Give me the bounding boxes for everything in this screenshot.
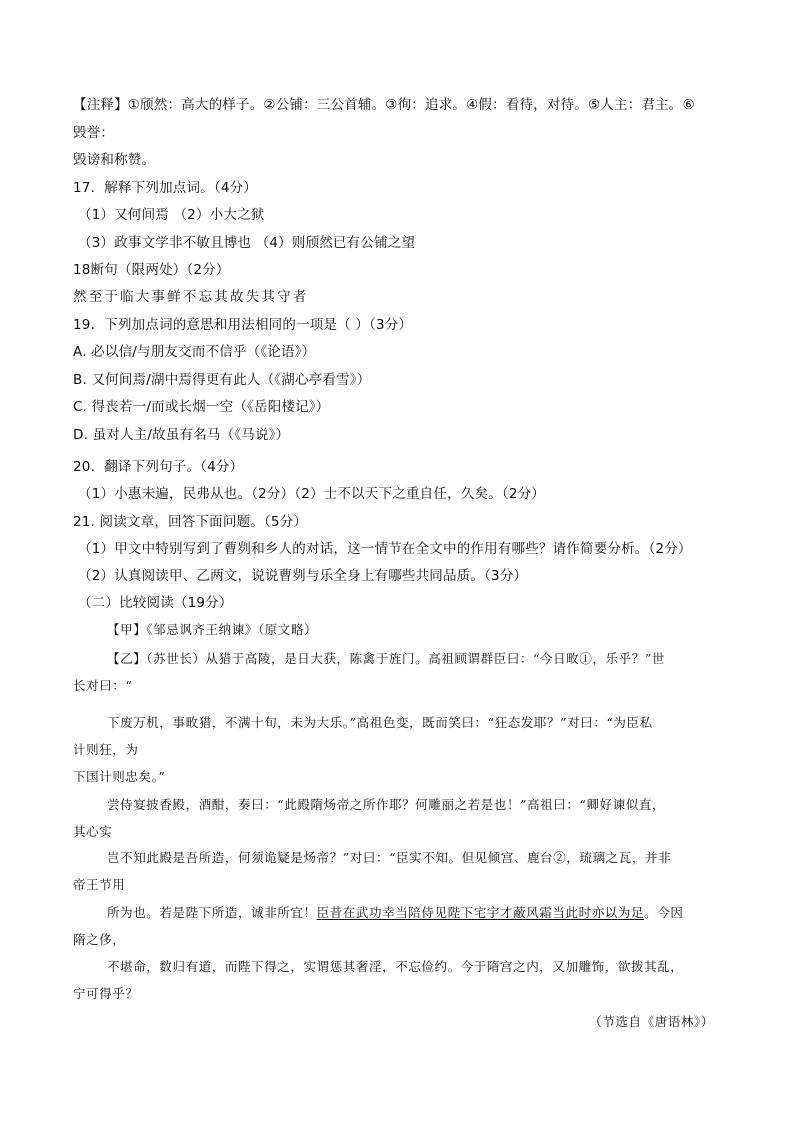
passage-text: 所为也。若是陛下所造，诚非所宜！ — [107, 905, 317, 920]
notes-line-3: 毁谤和称赞。 — [73, 152, 156, 168]
q21-title: 21. 阅读文章，回答下面问题。（5分） — [73, 514, 308, 530]
passage-yi-line: 计则狂，为 — [73, 742, 139, 757]
passage-yi-line: 隋之侈， — [73, 932, 126, 947]
q17-title: 17．解释下列加点词。（4分） — [73, 180, 258, 196]
passage-yi-line: 帝王节用 — [73, 877, 126, 892]
passage-yi-line: 长对曰：“ — [73, 678, 133, 693]
source-citation: （节选自《唐语林》） — [589, 1014, 714, 1029]
passage-yi-line: 尝侍宴披香殿，酒酣，奏曰：“此殿隋炀帝之所作耶？何雕丽之若是也！”高祖曰：“卿好谏似直， — [107, 797, 666, 812]
passage-yi-line: 下废万机，事畋猎，不满十旬，未为大乐。”高祖色变，既而笑曰：“狂态发耶？”对曰：“为臣私 — [107, 715, 653, 730]
passage-yi-line: 不堪命，数归有道，而陛下得之，实谓惩其奢淫，不忘俭约。今于隋宫之内，又加雕饰，欲拨其乱， — [107, 959, 684, 974]
passage-jia-title: 【甲】《邹忌讽齐王纳谏》（原文略） — [107, 622, 318, 637]
q17-row-2: （3）政事文学非不敏且博也 （4）则颀然已有公铺之望 — [78, 235, 416, 251]
q18-title: 18断句（限两处）（2分） — [73, 262, 230, 278]
underlined-sentence: 臣昔在武功幸当陪侍见陛下宅宇才蔽风霜当此时亦以为足 — [316, 905, 645, 920]
section2-title: （二）比较阅读（19分） — [78, 595, 233, 611]
q17-row-1: （1）又何间焉 （2）小大之狱 — [78, 207, 265, 223]
passage-yi-line: 宁可得乎？ — [73, 986, 139, 1001]
passage-yi-line: 【乙】（苏世长）从猎于高陵，是日大获，陈禽于旌门。高祖顾谓群臣曰：“今日畋①，乐乎？”世 — [107, 651, 665, 666]
q20-row-1: （1）小惠未遍，民弗从也。（2分）（2）士不以天下之重自任，久矣。（2分） — [78, 486, 546, 502]
q19-option-d: D. 虽对人主/故虽有名马（《马说》） — [73, 427, 290, 443]
passage-yi-line: 岂不知此殿是吾所造，何须诡疑是炀帝？”对曰：“臣实不知。但见倾宫、鹿台②，琉璃之瓦，并非 — [107, 850, 672, 865]
passage-yi-line-underlined — [107, 904, 683, 922]
q18-sentence: 然至于临大事鲜不忘其故失其守者 — [73, 289, 309, 305]
passage-text: 。今因 — [644, 905, 684, 920]
notes-line-2: 毁誉： — [73, 125, 115, 141]
q19-option-c: C. 得丧若一/而或长烟一空（《岳阳楼记》） — [73, 399, 330, 415]
passage-yi-line: 下国计则忠矣。” — [73, 769, 166, 784]
q21-row-1: （1）甲文中特别写到了曹刿和乡人的对话，这一情节在全文中的作用有哪些？请作简要分析。（2分） — [78, 541, 692, 557]
passage-yi-line: 其心实 — [73, 824, 113, 839]
q20-title: 20．翻译下列句子。（4分） — [73, 459, 244, 475]
q19-title: 19．下列加点词的意思和用法相同的一项是（ ）（3分） — [73, 317, 413, 333]
q21-row-2: （2）认真阅读甲、乙两文，说说曹刿与乐全身上有哪些共同品质。（3分） — [78, 568, 528, 584]
q19-option-a: A. 必以信/与朋友交而不信乎（《论语》） — [73, 344, 316, 360]
notes-line-1: 【注释】①颀然：高大的样子。②公铺：三公首辅。③徇：追求。④假：看待，对待。⑤人主：君主。⑥ — [73, 97, 695, 113]
q19-option-b: B. 又何间焉/湖中焉得更有此人（《湖心亭看雪》） — [73, 372, 371, 388]
